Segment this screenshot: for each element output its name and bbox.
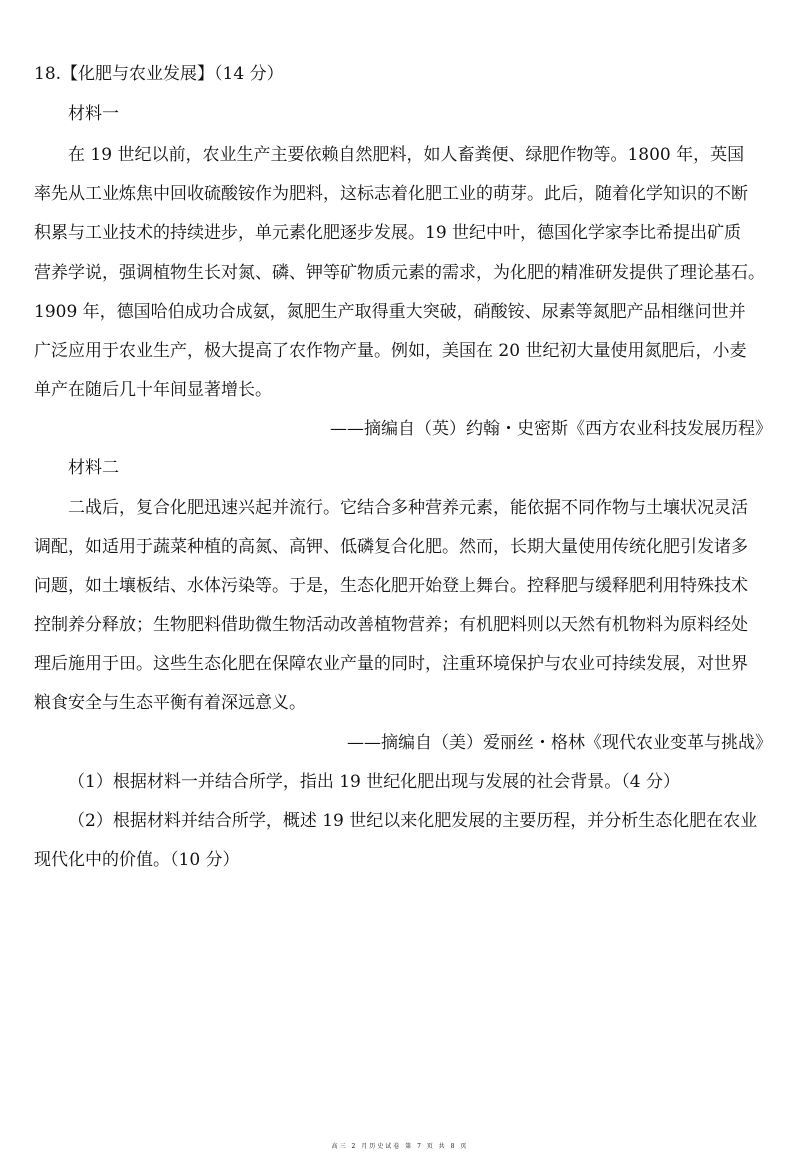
question-title: 18.【化肥与农业发展】（14 分） [34, 64, 284, 84]
material2-line-4: 控制养分释放；生物肥料借助微生物活动改善植物营养；有机肥料则以天然有机物料为原料经处 [34, 615, 748, 635]
material2-heading: 材料二 [68, 458, 119, 478]
material2-source: ——摘编自（美）爱丽丝・格林《现代农业变革与挑战》 [347, 733, 772, 753]
material2-line-5: 理后施用于田。这些生态化肥在保障农业产量的同时，注重环境保护与农业可持续发展，对世界 [34, 654, 748, 674]
material1-line-1: 在 19 世纪以前，农业生产主要依赖自然肥料，如人畜粪便、绿肥作物等。1800 年，英国 [68, 145, 745, 165]
page-footer: 高三 2 月历史试卷 第 7 页 共 8 页 [331, 1143, 469, 1150]
material2-line-2: 调配，如适用于蔬菜种植的高氮、高钾、低磷复合化肥。然而，长期大量使用传统化肥引发诸多 [34, 537, 748, 557]
material2-line-1: 二战后，复合化肥迅速兴起并流行。它结合多种营养元素，能依据不同作物与土壤状况灵活 [68, 498, 748, 518]
material1-line-7: 单产在随后几十年间显著增长。 [34, 380, 272, 400]
material1-source: ——摘编自（英）约翰・史密斯《西方农业科技发展历程》 [330, 419, 772, 439]
material2-line-3: 问题，如土壤板结、水体污染等。于是，生态化肥开始登上舞台。控释肥与缓释肥利用特殊技术 [34, 576, 748, 596]
material1-heading: 材料一 [68, 104, 119, 124]
material1-line-5: 1909 年，德国哈伯成功合成氨，氮肥生产取得重大突破，硝酸铵、尿素等氮肥产品相继问世并 [34, 302, 746, 322]
material1-line-3: 积累与工业技术的持续进步，单元素化肥逐步发展。19 世纪中叶，德国化学家李比希提出矿质 [34, 223, 742, 243]
question-2-line-2: 现代化中的价值。（10 分） [34, 850, 240, 870]
material2-line-6: 粮食安全与生态平衡有着深远意义。 [34, 693, 306, 713]
material1-line-2: 率先从工业炼焦中回收硫酸铵作为肥料，这标志着化肥工业的萌芽。此后，随着化学知识的不断 [34, 184, 748, 204]
question-2-line-1: （2）根据材料并结合所学，概述 19 世纪以来化肥发展的主要历程，并分析生态化肥在农业 [68, 811, 758, 831]
material1-line-6: 广泛应用于农业生产，极大提高了农作物产量。例如，美国在 20 世纪初大量使用氮肥后，小麦 [34, 341, 747, 361]
material1-line-4: 营养学说，强调植物生长对氮、磷、钾等矿物质元素的需求，为化肥的精准研发提供了理论基石。 [34, 263, 765, 283]
question-1: （1）根据材料一并结合所学，指出 19 世纪化肥出现与发展的社会背景。（4 分） [68, 772, 680, 792]
